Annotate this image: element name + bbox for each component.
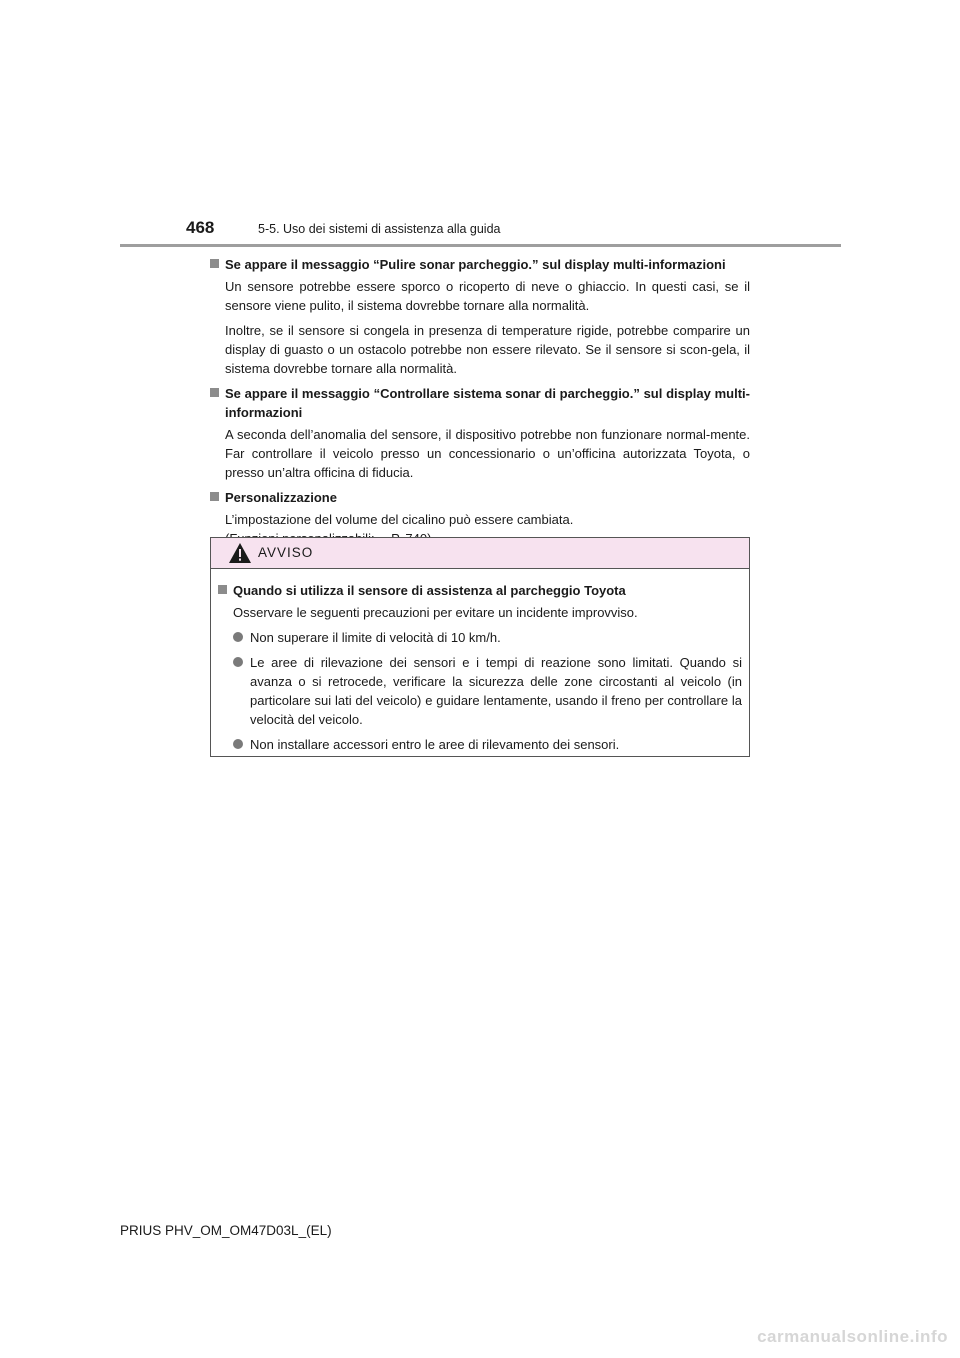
warning-bullet: Non superare il limite di velocità di 10 km/h. [218,628,742,647]
square-bullet-icon [218,585,227,594]
page-number: 468 [186,218,215,237]
round-bullet-icon [233,739,243,749]
paragraph: Inoltre, se il sensore si congela in presenza di temperature rigide, potrebbe comparire un display di guasto o un ostacolo potrebbe non essere rilevato. Se il sensore si scon-gela, il sistema dovrebbe tornare alla normalità. [225,323,750,376]
section-check-sonar [210,384,750,482]
square-bullet-icon [210,492,219,501]
warning-box [210,537,750,757]
section-clean-sonar [210,255,750,378]
warning-header [211,538,749,569]
section-heading: Personalizzazione [210,488,750,507]
warning-subheading: Quando si utilizza il sensore di assistenza al parcheggio Toyota [218,581,742,600]
warning-bullet: Non installare accessori entro le aree di rilevamento dei sensori. [218,735,742,754]
document-code: PRIUS PHV_OM_OM47D03L_(EL) [120,1223,332,1238]
round-bullet-icon [233,657,243,667]
section-title: 5-5. Uso dei sistemi di assistenza alla guida [258,222,501,236]
warning-title: AVVISO [258,545,314,560]
main-content [210,255,750,554]
watermark: carmanualsonline.info [757,1327,948,1346]
section-heading: Se appare il messaggio “Controllare sistema sonar di parcheggio.” sul display multi-informazioni [210,384,750,422]
section-heading: Se appare il messaggio “Pulire sonar parcheggio.” sul display multi-informazioni [210,255,750,274]
warning-bullet: Le aree di rilevazione dei sensori e i tempi di reazione sono limitati. Quando si avanza o si retrocede, verificare la sicurezza delle zone circostanti al veicolo (in particolare sui lati del veicolo) e guidare lentamente, usando il freno per controllare la velocità del veicolo. [218,653,742,729]
square-bullet-icon [210,388,219,397]
round-bullet-icon [233,632,243,642]
warning-body [211,569,749,754]
square-bullet-icon [210,259,219,268]
header-divider [120,244,841,247]
page-header [0,0,960,250]
warning-intro: Osservare le seguenti precauzioni per evitare un incidente improvviso. [233,605,638,620]
paragraph: A seconda dell’anomalia del sensore, il dispositivo potrebbe non funzionare normal-mente. Far controllare il veicolo presso un concessionario o un’officina autorizzata Toyota, o presso un’altra officina di fiducia. [225,427,750,480]
paragraph: L’impostazione del volume del cicalino può essere cambiata. [225,512,574,527]
paragraph: Un sensore potrebbe essere sporco o ricoperto di neve o ghiaccio. In questi casi, se il sensore viene pulito, il sistema dovrebbe tornare alla normalità. [225,279,750,313]
warning-triangle-icon [228,542,252,564]
